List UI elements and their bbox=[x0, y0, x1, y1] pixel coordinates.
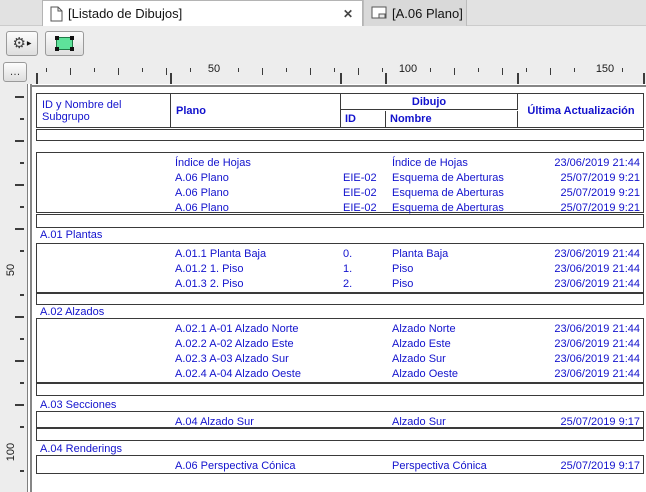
subgroup-title: A.03 Secciones bbox=[40, 399, 117, 411]
horizontal-ruler[interactable] bbox=[28, 62, 646, 84]
row-id: EIE-02 bbox=[343, 202, 377, 214]
subgroup-title: A.01 Plantas bbox=[40, 229, 103, 241]
row-plano: Índice de Hojas bbox=[175, 157, 251, 169]
vertical-ruler[interactable] bbox=[0, 84, 28, 492]
row-nombre: Índice de Hojas bbox=[392, 157, 468, 169]
row-fecha: 23/06/2019 21:44 bbox=[554, 338, 640, 350]
ruler-tick bbox=[15, 140, 24, 142]
layout-icon bbox=[371, 6, 387, 20]
ruler-tick bbox=[20, 118, 24, 120]
ruler-column-marker bbox=[340, 73, 342, 84]
row-plano: A.02.3 A-03 Alzado Sur bbox=[175, 353, 289, 365]
gear-icon: ⚙ bbox=[12, 35, 26, 52]
header-nombre: Nombre bbox=[386, 111, 518, 127]
row-plano: A.02.4 A-04 Alzado Oeste bbox=[175, 368, 301, 380]
header-plano: Plano bbox=[171, 94, 341, 127]
subgroup-title: A.04 Renderings bbox=[40, 443, 122, 455]
marquee-icon bbox=[56, 37, 73, 50]
table-row bbox=[36, 322, 640, 337]
ruler-tick bbox=[526, 68, 527, 72]
ruler-tick bbox=[70, 68, 71, 75]
dropdown-arrow-icon: ▶ bbox=[26, 41, 32, 47]
ruler-tick bbox=[622, 68, 623, 72]
table-row bbox=[36, 352, 640, 367]
ruler-tick bbox=[454, 68, 455, 75]
row-nombre: Piso bbox=[392, 278, 414, 290]
tab-bar bbox=[0, 0, 646, 26]
ruler-tick bbox=[20, 162, 24, 164]
separator-box bbox=[36, 214, 644, 228]
table-row bbox=[36, 247, 640, 262]
row-fecha: 23/06/2019 21:44 bbox=[554, 248, 640, 260]
ruler-tick bbox=[238, 68, 239, 72]
ruler-tick bbox=[94, 68, 95, 72]
ruler-tick bbox=[20, 426, 24, 428]
separator-box bbox=[36, 293, 644, 305]
ruler-tick bbox=[15, 360, 24, 362]
header-id: ID bbox=[341, 111, 386, 127]
ruler-tick bbox=[20, 294, 24, 296]
header-dibujo: Dibujo bbox=[341, 94, 518, 110]
ruler-label: 50 bbox=[5, 263, 17, 277]
tab-a06-plano[interactable] bbox=[363, 0, 467, 26]
ruler-tick bbox=[358, 68, 359, 75]
ruler-label: 150 bbox=[595, 63, 615, 75]
header-ultima-actualizacion: Última Actualización bbox=[527, 104, 635, 117]
row-id: 2. bbox=[343, 278, 353, 290]
table-row bbox=[36, 201, 640, 216]
table-header-box bbox=[36, 93, 644, 128]
row-nombre: Alzado Sur bbox=[392, 416, 446, 428]
marquee-tool-button[interactable] bbox=[45, 31, 84, 56]
header-subgroup: ID y Nombre del Subgrupo bbox=[37, 94, 171, 127]
ruler-tick bbox=[190, 68, 191, 72]
ruler-column-marker bbox=[643, 73, 645, 84]
row-fecha: 25/07/2019 9:17 bbox=[560, 416, 640, 428]
table-row bbox=[36, 367, 640, 382]
row-fecha: 23/06/2019 21:44 bbox=[554, 353, 640, 365]
ruler-tick bbox=[502, 68, 503, 75]
table-row bbox=[36, 171, 640, 186]
row-nombre: Alzado Sur bbox=[392, 353, 446, 365]
row-nombre: Perspectiva Cónica bbox=[392, 460, 487, 472]
separator-box bbox=[36, 383, 644, 396]
ruler-label: 50 bbox=[207, 63, 221, 75]
row-plano: A.01.3 2. Piso bbox=[175, 278, 244, 290]
ruler-tick bbox=[15, 184, 24, 186]
table-row bbox=[36, 186, 640, 201]
row-plano: A.01.1 Planta Baja bbox=[175, 248, 267, 260]
table-row bbox=[36, 415, 640, 430]
subgroup-title: A.02 Alzados bbox=[40, 306, 105, 318]
ruler-tick bbox=[142, 68, 143, 72]
page-edge-left bbox=[30, 84, 32, 492]
ruler-tick bbox=[15, 228, 24, 230]
row-nombre: Esquema de Aberturas bbox=[392, 172, 504, 184]
table-row bbox=[36, 262, 640, 277]
ruler-label: 100 bbox=[5, 442, 17, 462]
row-id: EIE-02 bbox=[343, 172, 377, 184]
ruler-tick bbox=[118, 68, 119, 75]
close-icon[interactable]: ✕ bbox=[342, 7, 353, 21]
ruler-tick bbox=[20, 250, 24, 252]
ruler-tick bbox=[166, 68, 167, 75]
ruler-tick bbox=[20, 382, 24, 384]
row-nombre: Planta Baja bbox=[392, 248, 449, 260]
row-plano: A.06 Plano bbox=[175, 187, 229, 199]
ruler-label: 100 bbox=[398, 63, 418, 75]
document-icon bbox=[50, 6, 63, 22]
page-edge-top bbox=[30, 85, 646, 87]
tab-label: [Listado de Dibujos] bbox=[68, 6, 183, 21]
row-fecha: 23/06/2019 21:44 bbox=[554, 157, 640, 169]
table-row bbox=[36, 277, 640, 292]
row-nombre: Alzado Norte bbox=[392, 323, 456, 335]
ruler-tick bbox=[286, 68, 287, 72]
row-fecha: 25/07/2019 9:21 bbox=[560, 202, 640, 214]
ruler-column-marker bbox=[170, 73, 172, 84]
row-nombre: Esquema de Aberturas bbox=[392, 187, 504, 199]
separator-box bbox=[36, 129, 644, 141]
tab-label: [A.06 Plano] bbox=[392, 5, 463, 21]
ruler-tick bbox=[382, 68, 383, 72]
ruler-column-marker bbox=[385, 73, 387, 84]
ruler-tick bbox=[20, 338, 24, 340]
ruler-tick bbox=[550, 68, 551, 75]
ruler-tick bbox=[20, 470, 24, 472]
row-fecha: 23/06/2019 21:44 bbox=[554, 368, 640, 380]
table-row bbox=[36, 156, 640, 171]
row-plano: A.04 Alzado Sur bbox=[175, 416, 254, 428]
ruler-tick bbox=[15, 404, 24, 406]
row-plano: A.06 Plano bbox=[175, 172, 229, 184]
ruler-tick bbox=[20, 206, 24, 208]
row-id: EIE-02 bbox=[343, 187, 377, 199]
ruler-tick bbox=[310, 68, 311, 75]
tab-listado-de-dibujos[interactable] bbox=[42, 0, 363, 26]
ruler-tick bbox=[46, 68, 47, 72]
ruler-tick bbox=[574, 68, 575, 72]
row-fecha: 25/07/2019 9:17 bbox=[560, 460, 640, 472]
ruler-column-marker bbox=[36, 73, 38, 84]
row-fecha: 23/06/2019 21:44 bbox=[554, 278, 640, 290]
ruler-tick bbox=[15, 96, 24, 98]
row-plano: A.02.1 A-01 Alzado Norte bbox=[175, 323, 299, 335]
row-nombre: Alzado Este bbox=[392, 338, 451, 350]
ruler-tick bbox=[334, 68, 335, 72]
row-nombre: Alzado Oeste bbox=[392, 368, 459, 380]
row-id: 1. bbox=[343, 263, 353, 275]
ruler-tick bbox=[430, 68, 431, 72]
row-plano: A.01.2 1. Piso bbox=[175, 263, 244, 275]
row-fecha: 23/06/2019 21:44 bbox=[554, 323, 640, 335]
ruler-tick bbox=[15, 316, 24, 318]
settings-dropdown-button[interactable] bbox=[6, 31, 38, 56]
table-row bbox=[36, 337, 640, 352]
row-fecha: 25/07/2019 9:21 bbox=[560, 172, 640, 184]
row-plano: A.06 Plano bbox=[175, 202, 229, 214]
ruler-tick bbox=[478, 68, 479, 72]
row-id: 0. bbox=[343, 248, 353, 260]
row-fecha: 25/07/2019 9:21 bbox=[560, 187, 640, 199]
row-plano: A.02.2 A-02 Alzado Este bbox=[175, 338, 294, 350]
row-plano: A.06 Perspectiva Cónica bbox=[175, 460, 296, 472]
ruler-column-marker bbox=[517, 73, 519, 84]
table-row bbox=[36, 459, 640, 474]
row-nombre: Esquema de Aberturas bbox=[392, 202, 504, 214]
ruler-tick bbox=[262, 68, 263, 75]
row-fecha: 23/06/2019 21:44 bbox=[554, 263, 640, 275]
row-nombre: Piso bbox=[392, 263, 414, 275]
ruler-options-button[interactable]: … bbox=[3, 62, 27, 82]
